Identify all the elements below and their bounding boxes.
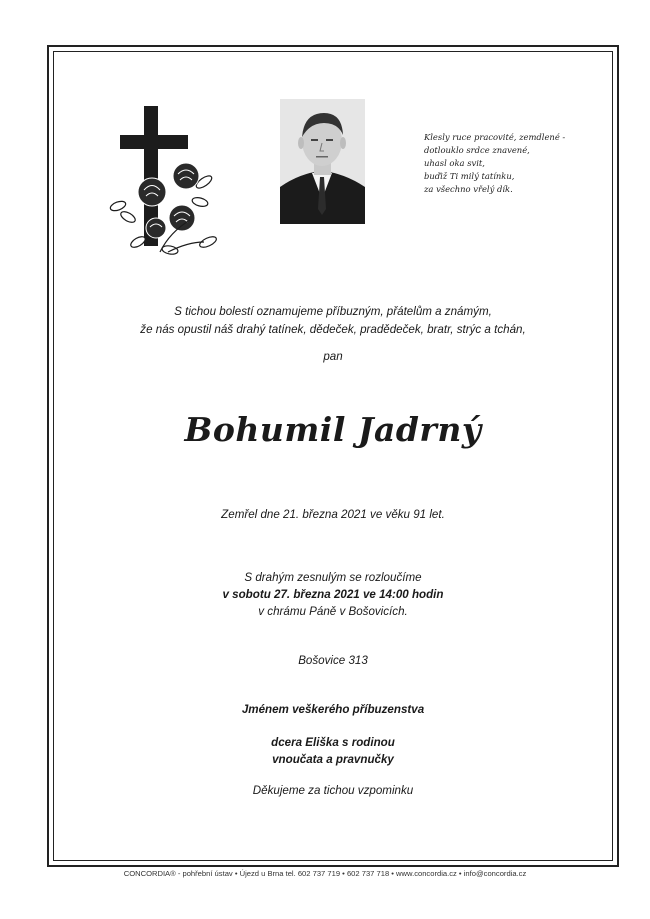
poem-line: dotlouklo srdce znavené, — [424, 145, 530, 155]
poem-line: za všechno vřelý dík. — [424, 184, 513, 194]
thanks: Děkujeme za tichou vzpominku — [252, 784, 414, 797]
farewell-line: S drahým zesnulým se rozloučíme — [244, 571, 422, 584]
family-line-2: vnoučata a pravnučky — [272, 753, 394, 766]
farewell-place: v chrámu Páně v Bošovicích. — [258, 605, 408, 618]
cross-with-roses-icon — [108, 102, 220, 260]
address: Bošovice 313 — [298, 654, 368, 667]
poem — [424, 131, 604, 196]
family-line-1: dcera Eliška s rodinou — [271, 736, 395, 749]
portrait-photo — [280, 99, 365, 224]
deceased-name: Bohumil Jadrný — [184, 410, 482, 449]
announcement-line-1: S tichou bolestí oznamujeme příbuzným, přátelům a známým, — [174, 305, 492, 318]
footer: CONCORDIA® - pohřební ústav • Újezd u Brna tel. 602 737 719 • 602 737 718 • www.concordia.cz • info@concordia.cz — [123, 869, 527, 878]
poem-line: buďiž Ti milý tatínku, — [424, 171, 515, 181]
poem-line: Klesly ruce pracovité, zemdlené - — [424, 132, 566, 142]
announcement-line-2: že nás opustil náš drahý tatínek, dědeček, pradědeček, bratr, strýc a tchán, — [140, 323, 526, 336]
farewell-datetime: v sobotu 27. března 2021 ve 14:00 hodin — [222, 588, 444, 601]
death-info: Zemřel dne 21. března 2021 ve věku 91 let. — [221, 508, 445, 521]
title-word: pan — [323, 350, 343, 363]
poem-line: uhasl oka svit, — [424, 158, 485, 168]
family-heading: Jménem veškerého příbuzenstva — [241, 703, 425, 716]
